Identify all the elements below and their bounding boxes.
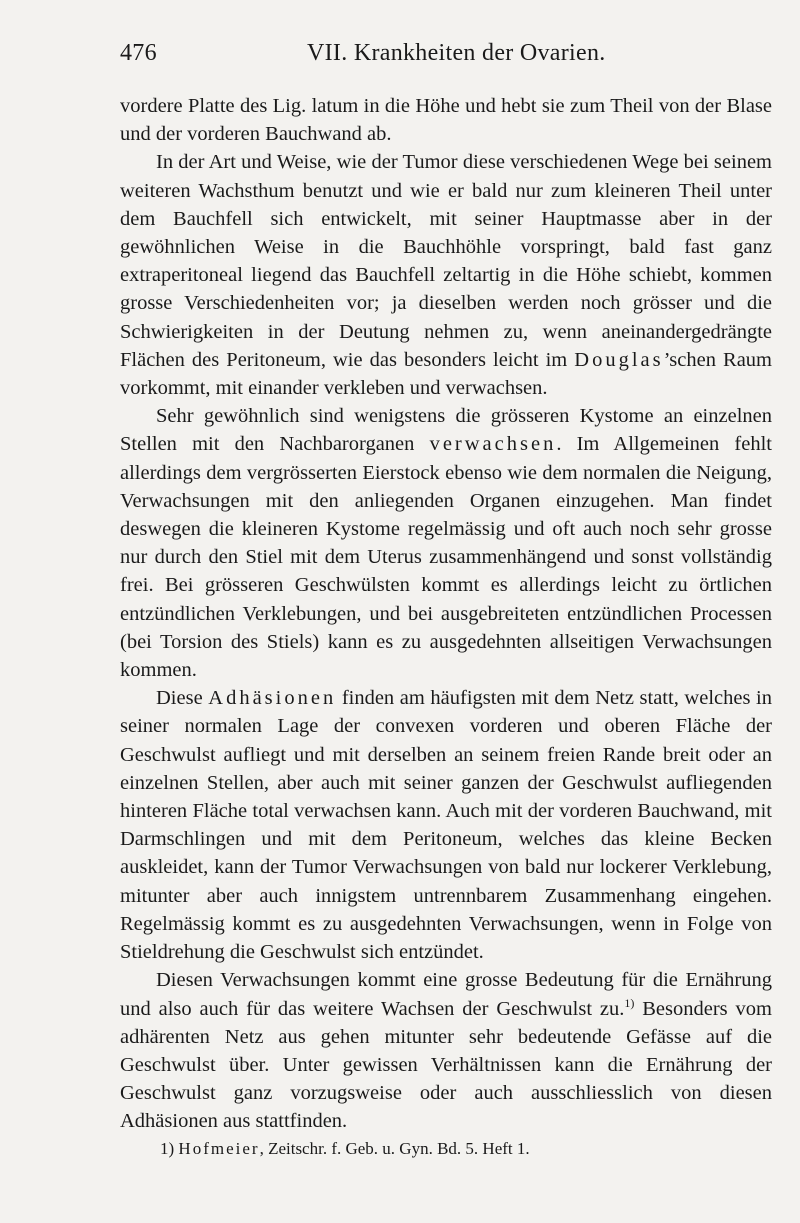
paragraph-1-text: vordere Platte des Lig. latum in die Höhe und hebt sie zum Theil von der Blase und der vorderen Bauchwand ab. (120, 95, 772, 146)
paragraph-2-text-a: In der Art und Weise, wie der Tumor diese verschiedenen Wege bei seinem weiteren Wachsthum benutzt und wie er bald nur zum kleineren Theil unter dem Bauchfell sich entwickelt, mit seiner Hauptmasse aber in der gewöhnlichen Weise in die Bauchhöhle vorspringt, bald fast ganz extraperitoneal liegend das Bauchfell zeltartig in die Höhe schiebt, kommen grosse Verschiedenheiten vor; ja dieselben werden noch grösser und die Schwierigkeiten in der Deutung nehmen zu, wenn aneinandergedrängte Flächen des Peritoneum, wie das besonders leicht im (120, 151, 772, 371)
paragraph-3 (120, 402, 772, 684)
paragraph-3-text-a: Sehr gewöhnlich sind wenigstens die grösseren Kystome an einzelnen Stellen mit den Nachbarorganen (120, 405, 772, 456)
chapter-title: VII. Krankheiten der Ovarien. (307, 40, 606, 66)
paragraph-4 (120, 684, 772, 966)
footnote-author: Hofmeier (178, 1138, 260, 1158)
paragraph-5-text-a: Diesen Verwachsungen kommt eine grosse Bedeutung für die Ernährung und also auch für das weitere Wachsen der Geschwulst zu. (120, 969, 772, 1020)
paragraph-5-text-b: Besonders vom adhärenten Netz aus gehen mitunter sehr bedeutende Gefässe auf die Geschwulst über. Unter gewissen Verhältnissen kann die Ernährung der Geschwulst ganz vorzugsweise oder auch ausschliesslich von diesen Adhäsionen aus stattfinden. (120, 997, 772, 1133)
paragraph-2-text-b: ’schen Raum vorkommt, mit einander verkleben und verwachsen. (120, 348, 772, 400)
spaced-term-verwachsen: verwachsen (429, 433, 557, 456)
paragraph-2 (120, 148, 772, 402)
spaced-term-adhaesionen: Adhäsionen (208, 687, 337, 710)
footnote-text: , Zeitschr. f. Geb. u. Gyn. Bd. 5. Heft 1. (259, 1138, 530, 1158)
running-head (120, 40, 770, 76)
paragraph-5 (120, 966, 772, 1135)
footnote-reference: 1) (624, 995, 635, 1010)
footnote (120, 1138, 772, 1160)
paragraph-4-text-a: Diese (156, 687, 209, 710)
page-number: 476 (120, 40, 157, 66)
paragraph-3-text-b: . Im Allgemeinen fehlt allerdings dem vergrösserten Eierstock ebenso wie dem normalen die Neigung, Verwachsungen mit den anliegenden Organen einzugehen. Man findet deswegen die kleineren Kystome regelmässig und oft auch noch sehr grosse nur durch den Stiel mit dem Uterus zusammenhängend und sonst vollständig frei. Bei grösseren Geschwülsten kommt es allerdings leicht zu örtlichen entzündlichen Verklebungen, und bei ausgebreiteten entzündlichen Processen (bei Torsion des Stiels) kann es zu ausgedehnten allseitigen Verwachsungen kommen. (120, 433, 772, 682)
paragraph-1 (120, 92, 772, 148)
spaced-name-douglas: Douglas (574, 348, 664, 371)
footnote-marker: 1) (160, 1138, 175, 1158)
body-text (120, 92, 772, 1160)
paragraph-4-text-b: finden am häufigsten mit dem Netz statt, welches in seiner normalen Lage der convexen vorderen und oberen Fläche der Geschwulst aufliegt und mit derselben an seinem freien Rande breit oder an einzelnen Stellen, aber auch mit seiner ganzen der Geschwulst aufliegenden hinteren Fläche total verwachsen kann. Auch mit der vorderen Bauchwand, mit Darmschlingen und mit dem Peritoneum, welches das kleine Becken auskleidet, kann der Tumor Verwachsungen von bald nur lockerer Verklebung, mitunter aber auch innigstem untrennbarem Zusammenhang eingehen. Regelmässig kommt es zu ausgedehnten Verwachsungen, wenn in Folge von Stieldrehung die Geschwulst sich entzündet. (120, 687, 772, 964)
